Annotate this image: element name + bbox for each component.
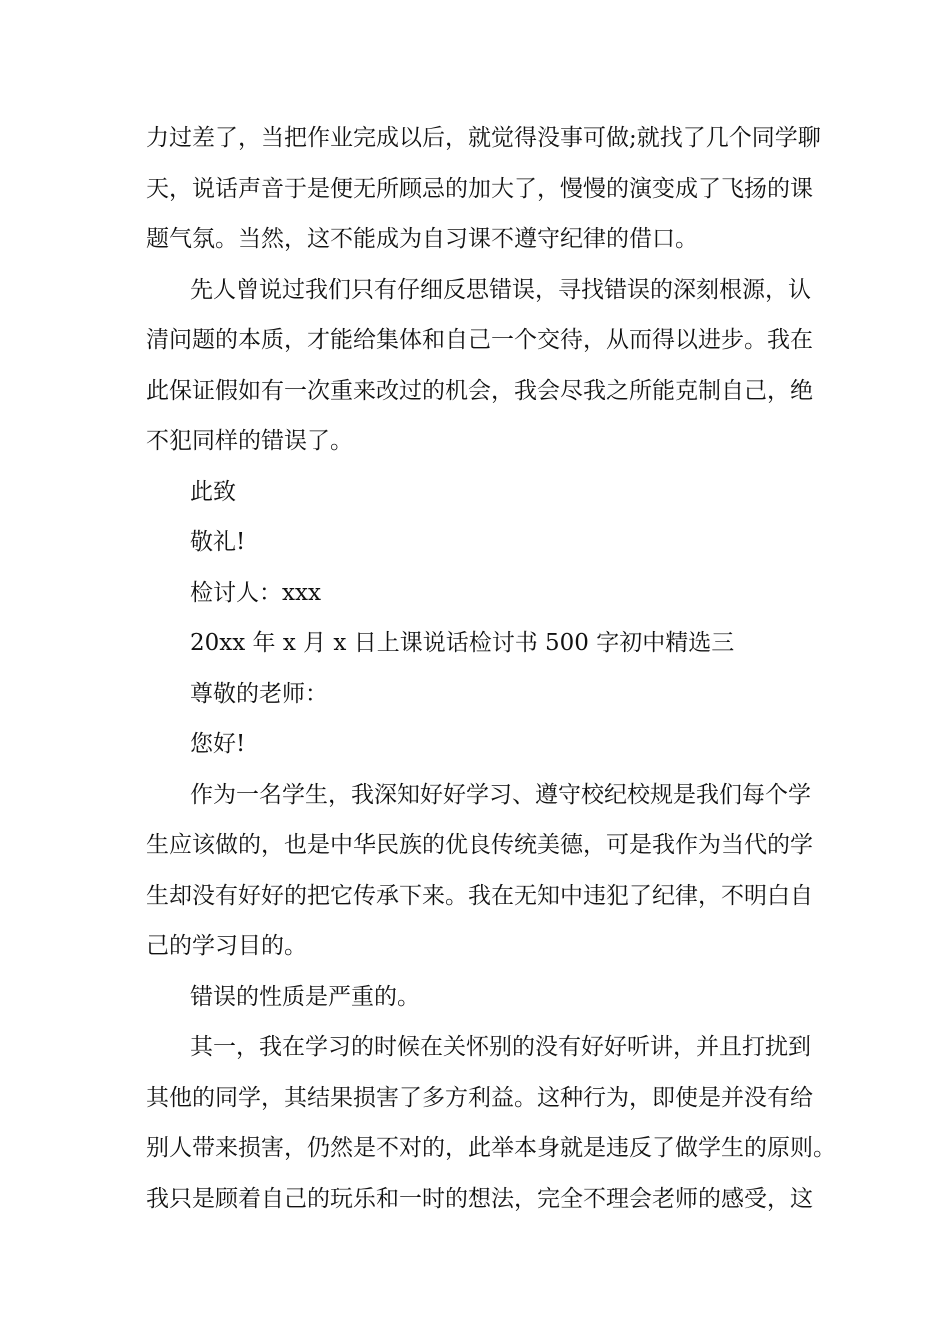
text-line: 其他的同学，其结果损害了多方利益。这种行为，即使是并没有给 — [146, 1084, 813, 1111]
signature-line — [146, 568, 826, 619]
text-line: 20xx 年 x 月 x 日上课说话检讨书 500 字初中精选三 — [190, 630, 735, 656]
paragraph — [146, 972, 826, 1023]
text-line: 尊敬的老师： — [190, 680, 328, 707]
text-line: 生却没有好好的把它传承下来。我在无知中违犯了纪律，不明白自 — [146, 882, 813, 909]
paragraph — [146, 113, 826, 265]
text-line: 别人带来损害，仍然是不对的，此举本身就是违反了做学生的原则。 — [146, 1135, 836, 1161]
salutation-closing — [146, 467, 826, 518]
text-line: 您好! — [190, 731, 246, 757]
text-line: 其一，我在学习的时候在关怀别的没有好好听讲，并且打扰到 — [190, 1034, 811, 1060]
text-line: 先人曾说过我们只有仔细反思错误，寻找错误的深刻根源，认 — [190, 276, 811, 303]
paragraph — [146, 265, 826, 467]
text-line: 清问题的本质，才能给集体和自己一个交待，从而得以进步。我在 — [146, 327, 813, 353]
salutation-respect — [146, 517, 826, 568]
text-line: 题气氛。当然，这不能成为自习课不遵守纪律的借口。 — [146, 226, 698, 252]
paragraph — [146, 1022, 836, 1224]
greeting-recipient — [146, 669, 826, 720]
text-line: 此致 — [190, 478, 236, 505]
text-line: 此保证假如有一次重来改过的机会，我会尽我之所能克制自己，绝 — [146, 377, 813, 404]
greeting — [146, 719, 826, 770]
text-line: 检讨人：xxx — [190, 579, 321, 606]
text-line: 力过差了，当把作业完成以后，就觉得没事可做;就找了几个同学聊 — [146, 125, 821, 151]
text-line: 我只是顾着自己的玩乐和一时的想法，完全不理会老师的感受，这 — [146, 1185, 813, 1212]
text-line: 不犯同样的错误了。 — [146, 428, 353, 454]
text-line: 作为一名学生，我深知好好学习、遵守校纪校规是我们每个学 — [190, 781, 811, 808]
paragraph — [146, 770, 826, 972]
section-heading — [146, 618, 826, 669]
text-line: 天，说话声音于是便无所顾忌的加大了，慢慢的演变成了飞扬的课 — [146, 175, 813, 202]
text-line: 错误的性质是严重的。 — [190, 983, 420, 1010]
text-line: 己的学习目的。 — [146, 933, 307, 959]
document-body — [146, 113, 836, 1224]
text-line: 生应该做的，也是中华民族的优良传统美德，可是我作为当代的学 — [146, 832, 813, 858]
text-line: 敬礼! — [190, 529, 246, 555]
